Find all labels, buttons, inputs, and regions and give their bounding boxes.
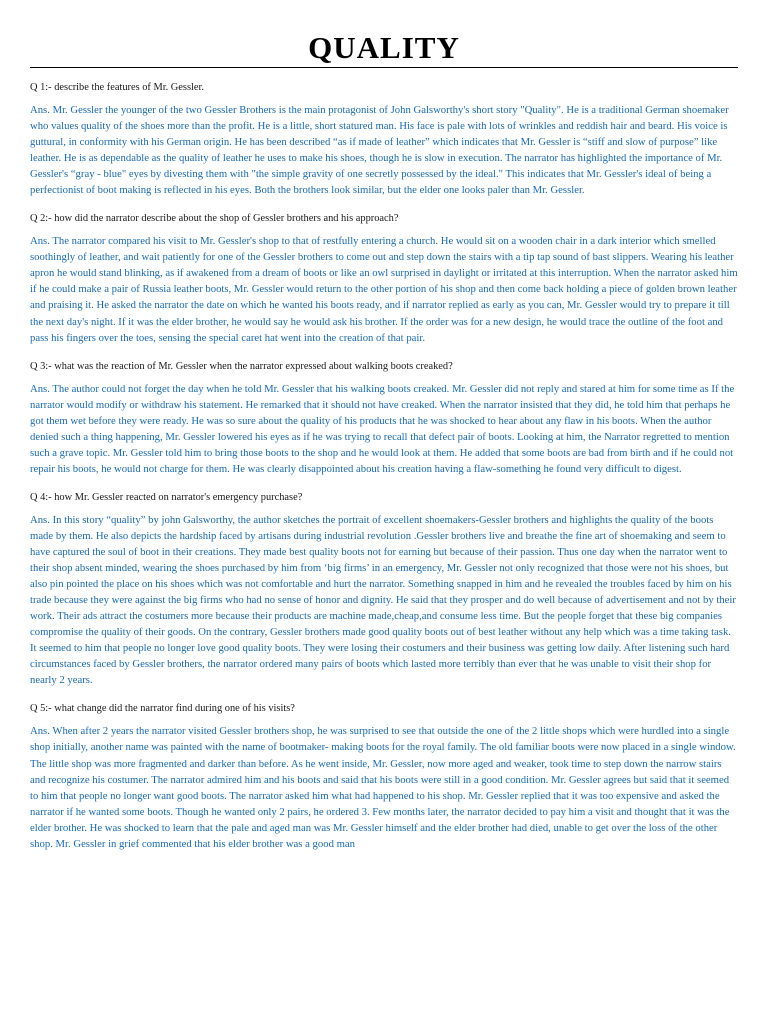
question-4: Q 4:- how Mr. Gessler reacted on narrator's emergency purchase? xyxy=(30,491,303,503)
page-title: QUALITY xyxy=(308,30,460,65)
question-3: Q 3:- what was the reaction of Mr. Gessler when the narrator expressed about walking boots creaked? xyxy=(30,360,453,372)
title-divider xyxy=(30,67,738,68)
question-2: Q 2:- how did the narrator describe about the shop of Gessler brothers and his approach? xyxy=(30,213,399,225)
answer-4: Ans. In this story “quality” by john Galsworthy, the author sketches the portrait of excellent shoemakers-Gessler brothers and highlights the quality of the boots made by them. He also depicts the hardship faced by artisans during industrial revolution .Gessler brothers live and breathe the fine art of shoemaking and seem to have captured the soul of boot in their creations. They made best quality boots not for earning but because of their passion. Thus one day when the narrator went to their shop absent minded, wearing the shoes purchased by him from ‘big firms’ in an emergency, Mr. Gessler not only recognized that those were not his shoes, but also pin pointed the place on his shoes which was not comfortable and hurt the narrator. Something snapped in him and he revealed the troubles faced by him on his trade because they were against the big firms who had no sense of honor and dignity. He said that they prosper and do well because of advertisement and not by their work. Their ads attract the costumers more because their products are machine made,cheap,and consume less time. But the people forget that these big companies compromise the quality of their goods. On the contrary, Gessler brothers made good quality boots out of best leather without any help which was a time taking task. It seemed to him that people no longer love good quality boots. They were losing their costumers and their business was getting low daily. After listening such hard circumstances faced by Gessler brothers, the narrator ordered many pairs of boots which lasted more terribly than ever that he was unable to visit their shop for nearly 2 years. xyxy=(30,513,736,687)
answer-1: Ans. Mr. Gessler the younger of the two Gessler Brothers is the main protagonist of John Galsworthy's short story "Quality". He is a traditional German shoemaker who values quality of the shoes more than the profit. He is a little, short statured man. His face is pale with lots of wrinkles and reddish hair and beard. His voice is guttural, in conformity with his German origin. He has been described “as if made of leather” which indicates that Mr. Gessler is “stiff and slow of purpose” like leather. He is as dependable as the quality of leather he uses to make his shoes, though he is slow in execution. The narrator has highlighted the importance of Mr. Gessler's “gray - blue" eyes by divesting them with "the simple gravity of one secretly possessed by the ideal." This indicates that Mr. Gessler's ideal of being a perfectionist of boot making is reflected in his eyes. Both the brothers look similar, but the elder one looks paler than Mr. Gessler. xyxy=(30,104,729,197)
answer-5: Ans. When after 2 years the narrator visited Gessler brothers shop, he was surprised to see that outside the one of the 2 little shops which were hurdled into a single shop initially, another name was painted with the name of bootmaker- making boots for the royal family. The old familiar boots were now placed in a single window. The little shop was more fragmented and darker than before. As he went inside, Mr. Gessler, now more aged and weaker, took time to step down the narrow stairs and recognize his costumer. The narrator admired him and his boots and said that his boots were still in a good condition. Mr. Gessler agrees but said that it seemed to him that people no longer want good boots. The narrator asked him what had happened to his shop. Mr. Gessler replied that it was too expensive and asked the narrator if he wanted some boots. Though he wanted only 2 pairs, he ordered 3. Few months later, the narrator decided to pay him a visit and thought that it was the elder brother. He was shocked to learn that the pale and aged man was Mr. Gessler himself and the elder brother had died, unable to get over the loss of the other shop. Mr. Gessler in grief commented that his elder brother was a good man xyxy=(30,725,736,850)
question-1: Q 1:- describe the features of Mr. Gessler. xyxy=(30,82,204,93)
answer-2: Ans. The narrator compared his visit to Mr. Gessler's shop to that of restfully entering a church. He would sit on a wooden chair in a dark interior which smelled soothingly of leather, and wait patiently for one of the Gessler brothers to come out and step down the stairs with a tip tap sound of bast slippers. Wearing his leather apron he would stand blinking, as if awakened from a dream of boots or like an owl surprised in daylight or irritated at this interruption. When the narrator asked him if he could make a pair of Russia leather boots, Mr. Gessler would return to the other portion of his shop and then come back holding a piece of golden brown leather and praising it. He asked the narrator the date on which he wanted his boots ready, and if narrator replied as early as you can, Mr. Gessler would try to prepare it till the next day's night. If it was the elder brother, he would say he would ask his brother. If the order was for a new design, he would trace the outline of the foot and pass his fingers over the toes, sensing the special caret hat went into the creation of that pair. xyxy=(30,235,738,344)
qa-block-3 xyxy=(30,359,738,477)
question-5: Q 5:- what change did the narrator find during one of his visits? xyxy=(30,703,295,715)
qa-block-5 xyxy=(30,701,738,851)
qa-block-1 xyxy=(30,80,738,198)
qa-block-2 xyxy=(30,211,738,345)
qa-block-4 xyxy=(30,490,738,689)
answer-3: Ans. The author could not forget the day when he told Mr. Gessler that his walking boots creaked. Mr. Gessler did not reply and stared at him for some time as If the narrator would modify or withdraw his statement. He remarked that it should not have creaked. When the narrator insisted that they did, he told him that perhaps he got them wet before they were ready. He was so sure about the quality of his products that he was shocked to hear about any flaw in his boots. When the author denied such a thing happening, Mr. Gessler lowered his eyes as if he was trying to recall that defect pair of boots. Looking at him, the Narrator regretted to mention such a grave topic. Mr. Gessler told him to bring those boots to the shop and he would look at them. He added that some boots are bad from birth and if he could not repair his boots, he would not charge for them. He was clearly disappointed about his creation having a flaw-something he found very difficult to digest. xyxy=(30,382,735,475)
